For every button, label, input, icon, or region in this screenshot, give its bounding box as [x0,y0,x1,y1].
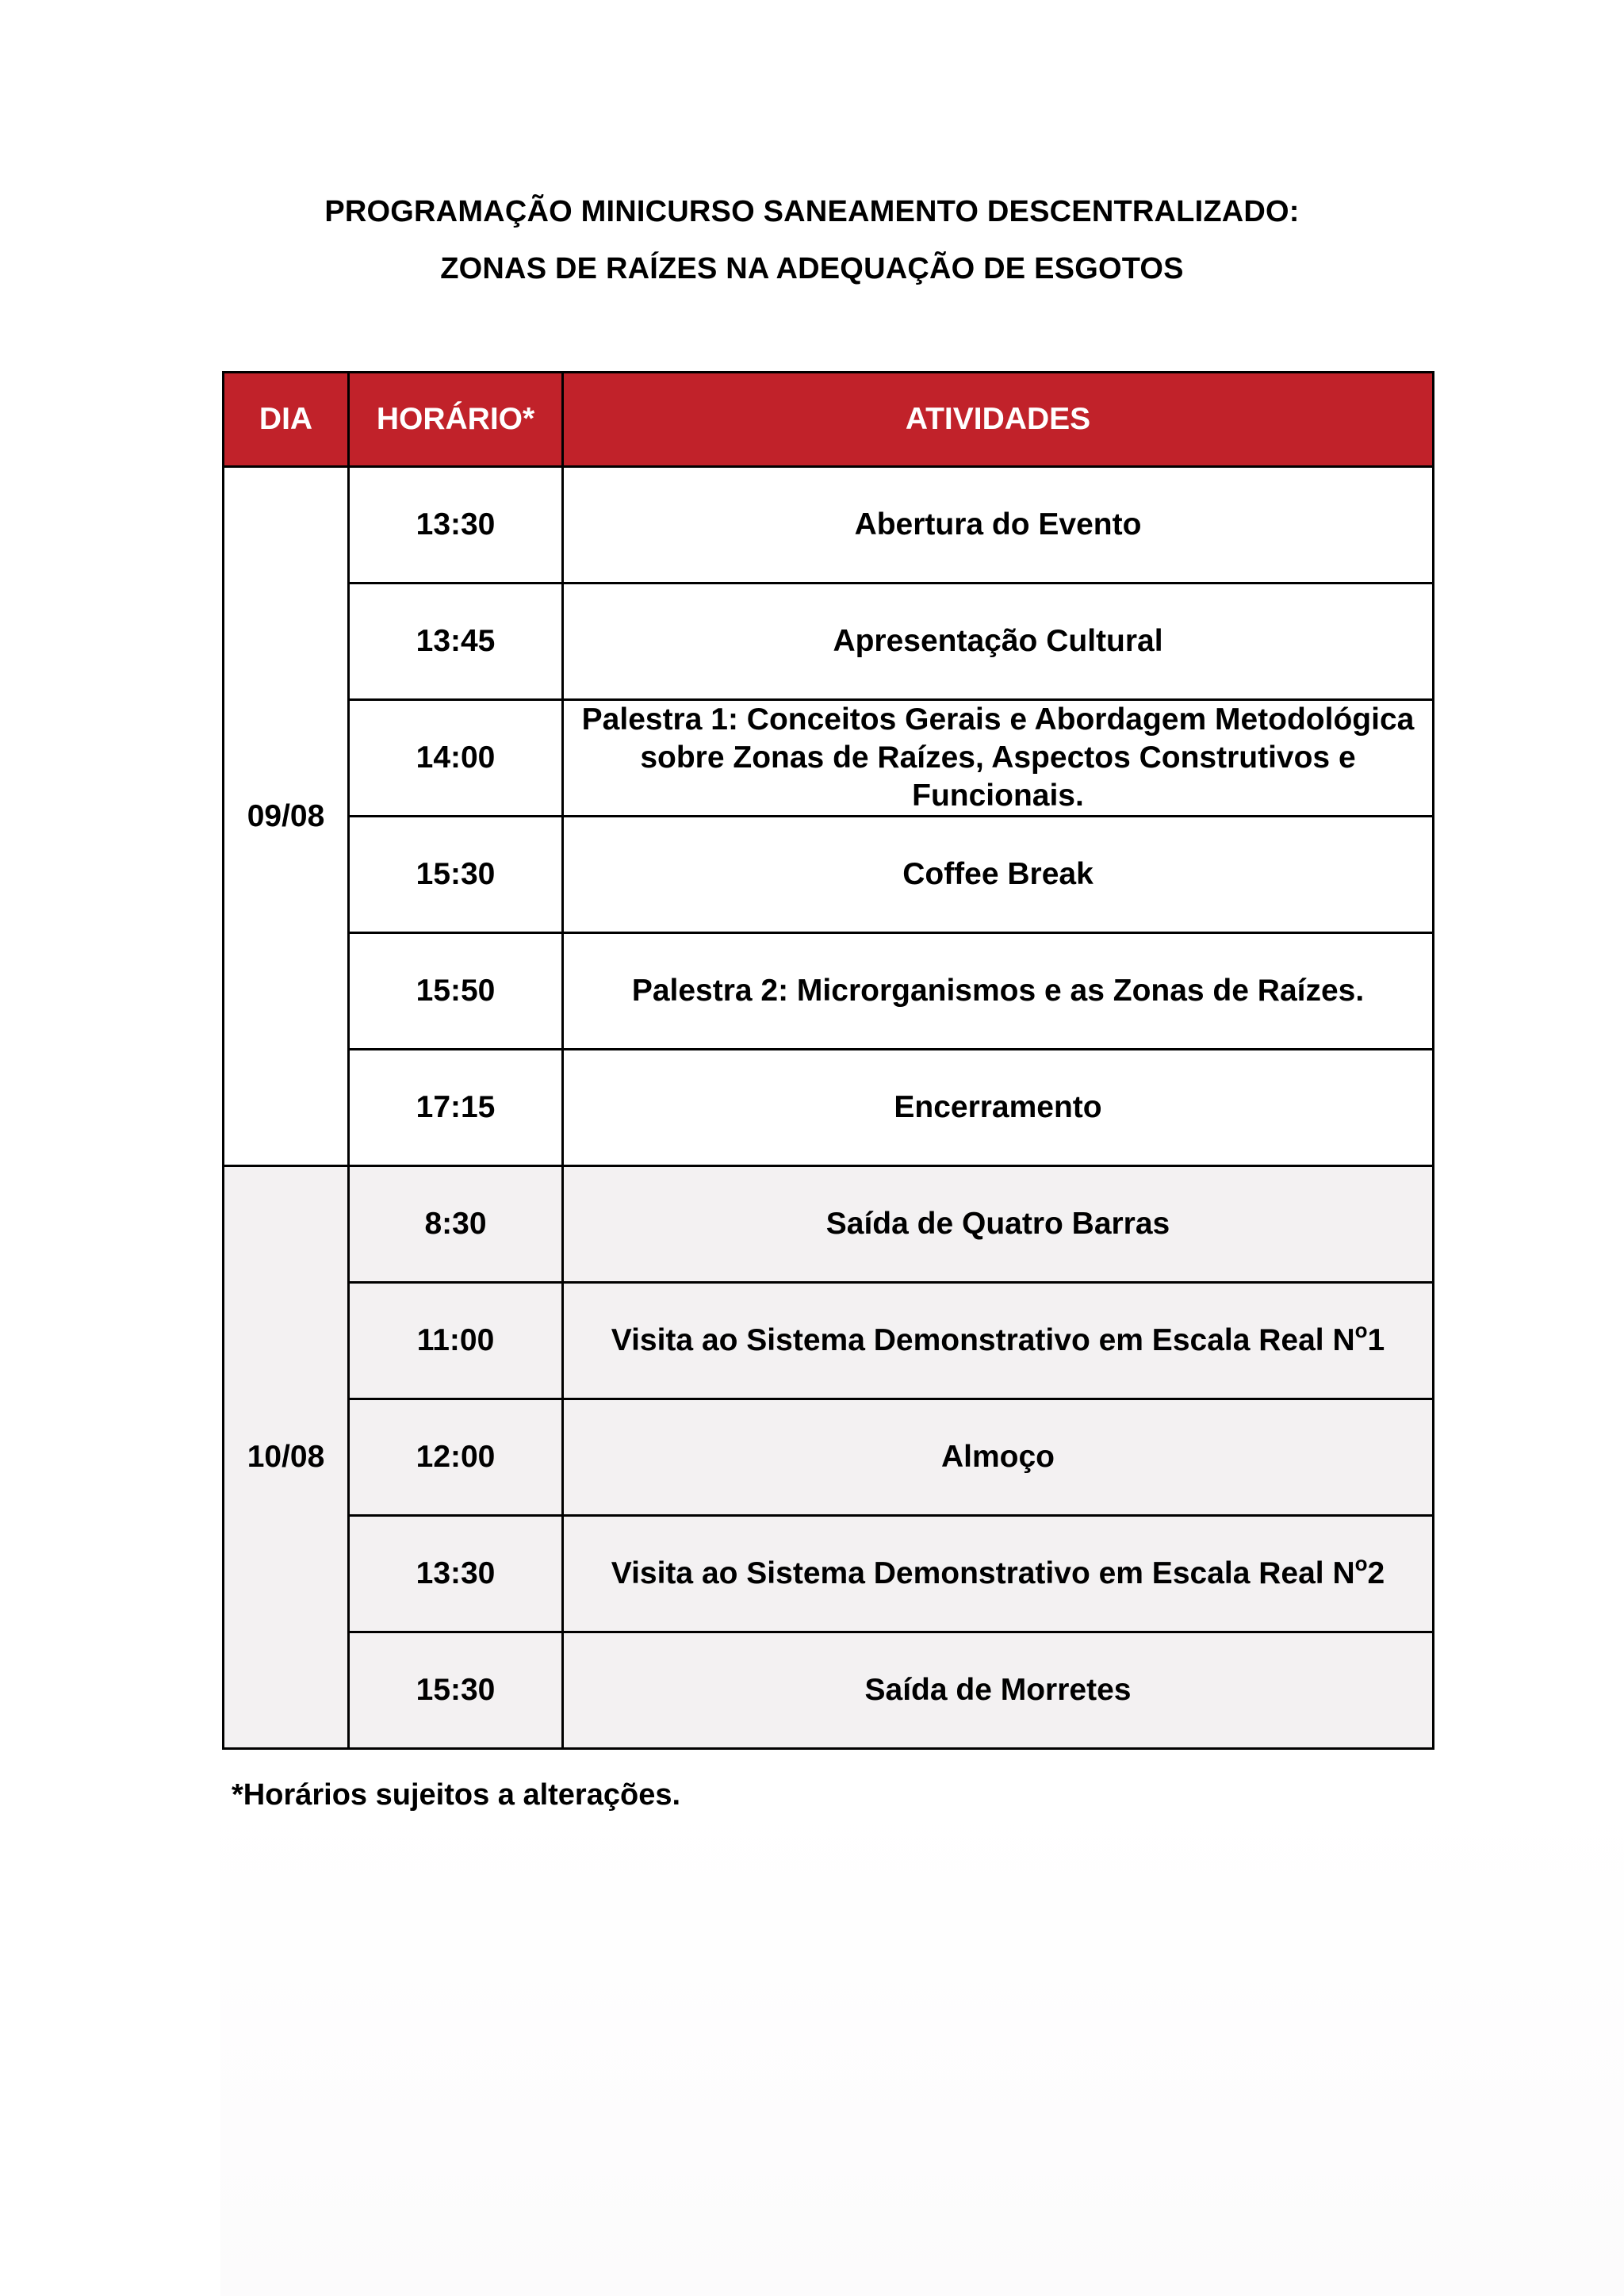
day-group-1 [224,467,1434,1166]
table-row [224,1166,1434,1283]
activity-text: Visita ao Sistema Demonstrativo em Escala Real N [611,1556,1355,1590]
time-cell: 8:30 [349,1166,563,1283]
page-background-fade [220,1792,1624,2296]
table-row [224,467,1434,584]
time-cell: 15:50 [349,933,563,1050]
table-row [224,817,1434,933]
activity-cell: Saída de Quatro Barras [563,1166,1434,1283]
header-dia: DIA [224,373,349,467]
activity-cell [563,1516,1434,1632]
day-group-2 [224,1166,1434,1749]
time-cell: 17:15 [349,1050,563,1166]
activity-cell [563,1283,1434,1399]
activity-number: 1 [1367,1323,1385,1357]
day-cell: 10/08 [224,1166,349,1749]
time-cell: 13:30 [349,1516,563,1632]
table-row [224,584,1434,700]
table-row [224,933,1434,1050]
activity-cell: Coffee Break [563,817,1434,933]
table-row [224,1399,1434,1516]
activity-cell: Encerramento [563,1050,1434,1166]
schedule-table [222,371,1434,1750]
header-row [224,373,1434,467]
time-cell: 13:30 [349,467,563,584]
table-row [224,1050,1434,1166]
activity-cell: Saída de Morretes [563,1632,1434,1749]
activity-number: 2 [1367,1556,1385,1590]
ordinal-superscript: o [1354,1552,1368,1575]
activity-text: Visita ao Sistema Demonstrativo em Escala Real N [611,1323,1355,1357]
document-title-line-1: PROGRAMAÇÃO MINICURSO SANEAMENTO DESCENTRALIZADO: [324,195,1300,228]
header-horario: HORÁRIO* [349,373,563,467]
time-cell: 11:00 [349,1283,563,1399]
footnote: *Horários sujeitos a alterações. [232,1778,681,1812]
table-row [224,1516,1434,1632]
time-cell: 14:00 [349,700,563,817]
time-cell: 15:30 [349,1632,563,1749]
time-cell: 12:00 [349,1399,563,1516]
time-cell: 15:30 [349,817,563,933]
day-cell: 09/08 [224,467,349,1166]
activity-cell: Palestra 2: Microrganismos e as Zonas de Raízes. [563,933,1434,1050]
schedule-table-header [224,373,1434,467]
time-cell: 13:45 [349,584,563,700]
header-atividades: ATIVIDADES [563,373,1434,467]
ordinal-superscript: o [1354,1318,1368,1342]
activity-cell: Almoço [563,1399,1434,1516]
table-row [224,1632,1434,1749]
table-row [224,700,1434,817]
activity-cell: Abertura do Evento [563,467,1434,584]
activity-cell: Palestra 1: Conceitos Gerais e Abordagem Metodológica sobre Zonas de Raízes, Aspectos Construtivos e Funcionais. [563,700,1434,817]
activity-cell: Apresentação Cultural [563,584,1434,700]
table-row [224,1283,1434,1399]
document-title-line-2: ZONAS DE RAÍZES NA ADEQUAÇÃO DE ESGOTOS [440,252,1184,285]
